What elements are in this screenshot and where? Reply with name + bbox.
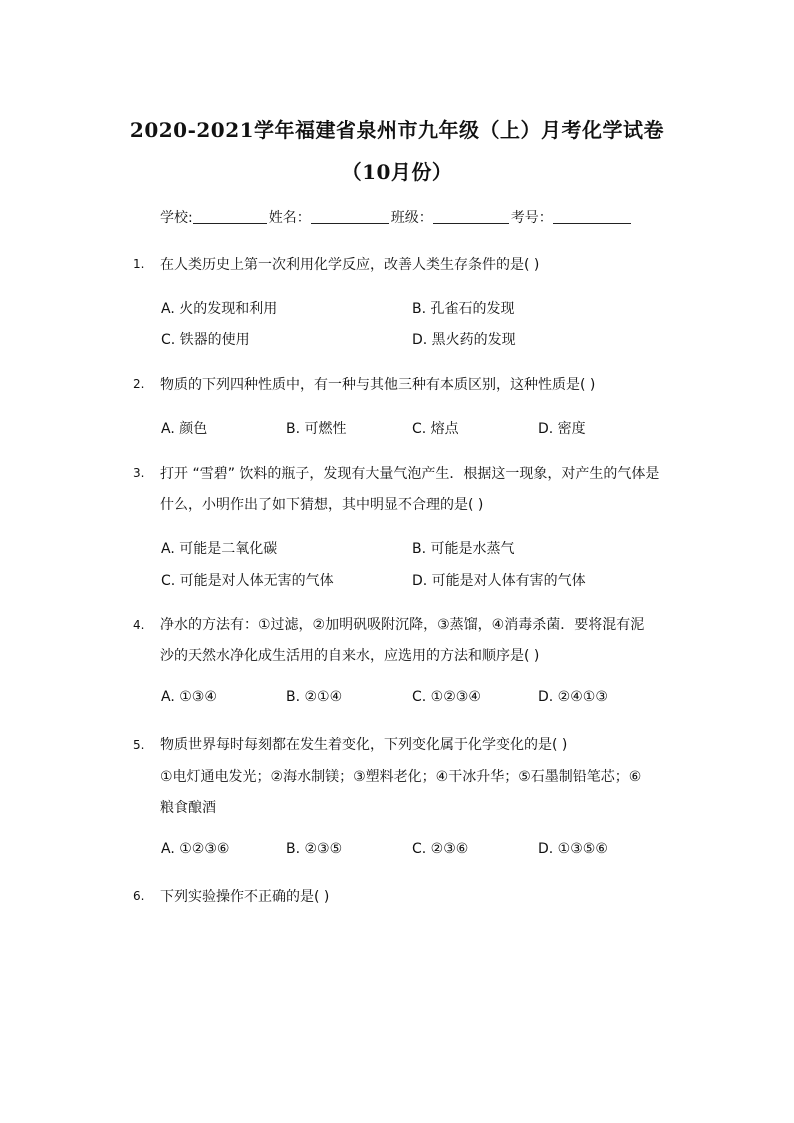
exam-number-label: 考号： <box>510 210 553 226</box>
question-4-text-line-2: 沙的天然水净化成生活用的自来水，应选用的方法和顺序是( ) <box>160 648 540 664</box>
question-5-text-line-2: ①电灯通电发光；②海水制镁；③塑料老化；④干冰升华；⑤石墨制铅笔芯；⑥ <box>160 769 642 785</box>
question-2-option-b[interactable]: B. 可燃性 <box>286 421 347 437</box>
question-5-text-line-3: 粮食酿酒 <box>160 800 216 816</box>
question-5-number: 5. <box>133 738 145 752</box>
question-3-option-c[interactable]: C. 可能是对人体无害的气体 <box>161 573 334 589</box>
class-label: 班级： <box>390 210 433 226</box>
question-3-option-d[interactable]: D. 可能是对人体有害的气体 <box>412 573 586 589</box>
question-6-number: 6. <box>133 889 145 903</box>
name-label: 姓名： <box>268 210 311 226</box>
question-3-text-line-2: 什么，小明作出了如下猜想，其中明显不合理的是( ) <box>160 497 484 513</box>
question-1-option-b[interactable]: B. 孔雀石的发现 <box>412 301 515 317</box>
class-blank[interactable] <box>433 209 509 224</box>
question-2-option-a[interactable]: A. 颜色 <box>161 421 208 437</box>
question-1-option-c[interactable]: C. 铁器的使用 <box>161 332 250 348</box>
exam-subtitle: （10月份） <box>341 160 453 184</box>
exam-number-blank[interactable] <box>553 209 631 224</box>
question-3-text-line-1: 打开 “雪碧” 饮料的瓶子，发现有大量气泡产生．根据这一现象，对产生的气体是 <box>160 466 660 482</box>
question-1-number: 1. <box>133 257 145 271</box>
question-4-option-c[interactable]: C. ①②③④ <box>412 689 481 705</box>
question-1-option-d[interactable]: D. 黑火药的发现 <box>412 332 516 348</box>
question-4-option-d[interactable]: D. ②④①③ <box>538 689 608 705</box>
question-5-text-line-1: 物质世界每时每刻都在发生着变化，下列变化属于化学变化的是( ) <box>160 737 568 753</box>
question-4-number: 4. <box>133 618 145 632</box>
question-1-option-a[interactable]: A. 火的发现和利用 <box>161 301 278 317</box>
question-1-text: 在人类历史上第一次利用化学反应，改善人类生存条件的是( ) <box>160 257 540 273</box>
question-4-text-line-1: 净水的方法有：①过滤，②加明矾吸附沉降，③蒸馏，④消毒杀菌．要将混有泥 <box>160 617 645 633</box>
question-2-option-c[interactable]: C. 熔点 <box>412 421 459 437</box>
question-4-option-b[interactable]: B. ②①④ <box>286 689 343 705</box>
question-5-option-d[interactable]: D. ①③⑤⑥ <box>538 841 608 857</box>
question-2-number: 2. <box>133 377 145 391</box>
question-5-option-b[interactable]: B. ②③⑤ <box>286 841 343 857</box>
question-2-text: 物质的下列四种性质中，有一种与其他三种有本质区别，这种性质是( ) <box>160 377 596 393</box>
question-3-option-a[interactable]: A. 可能是二氧化碳 <box>161 541 278 557</box>
school-label: 学校: <box>160 210 193 226</box>
exam-title: 2020-2021学年福建省泉州市九年级（上）月考化学试卷 <box>129 118 665 142</box>
question-2-option-d[interactable]: D. 密度 <box>538 421 586 437</box>
question-5-option-a[interactable]: A. ①②③⑥ <box>161 841 230 857</box>
school-blank[interactable] <box>193 209 267 224</box>
question-6-text: 下列实验操作不正确的是( ) <box>160 889 330 905</box>
question-3-option-b[interactable]: B. 可能是水蒸气 <box>412 541 515 557</box>
question-3-number: 3. <box>133 466 145 480</box>
question-5-option-c[interactable]: C. ②③⑥ <box>412 841 469 857</box>
student-info-line <box>160 207 633 227</box>
name-blank[interactable] <box>311 209 389 224</box>
question-4-option-a[interactable]: A. ①③④ <box>161 689 217 705</box>
